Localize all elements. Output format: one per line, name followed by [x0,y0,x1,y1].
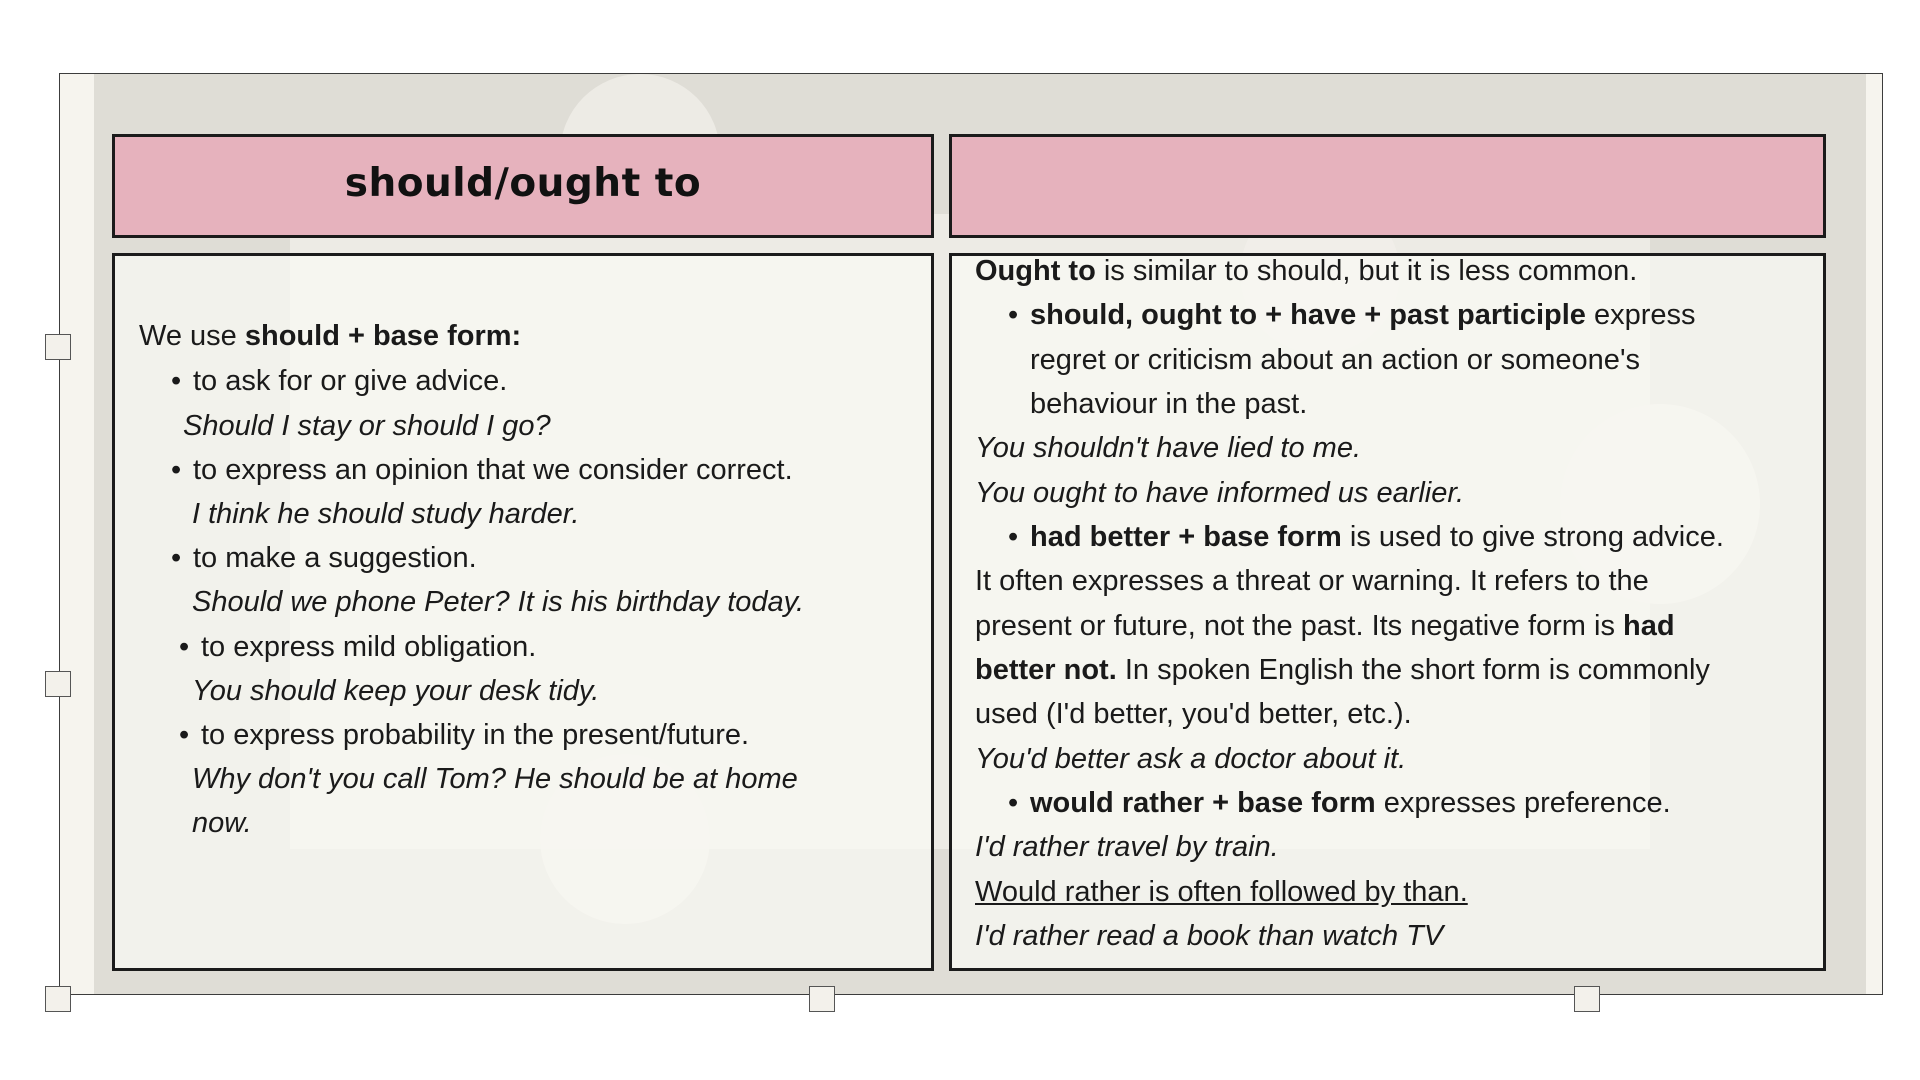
had-better-line [975,652,1710,688]
would-rather-bold: would rather + base form [1030,787,1376,819]
bullet-text: to ask for or give advice. [193,365,508,397]
intro-line [139,318,521,354]
resize-handle-bottom-middle[interactable] [809,986,835,1012]
had-better-line: used (I'd better, you'd better, etc.). [975,698,1412,730]
left-content-box[interactable] [112,253,934,971]
had-better-bold: better not. [975,654,1117,686]
example-text: I think he should study harder. [192,498,580,530]
bullet-item [193,363,507,399]
bullet-item [1030,297,1696,333]
ought-intro-line [975,253,1637,289]
bullet-text: to make a suggestion. [193,542,477,574]
had-better-line [975,608,1675,644]
example-text: You shouldn't have lied to me. [975,432,1362,464]
had-better-text: In spoken English the short form is commonly [1116,654,1710,686]
bullet-text: to express probability in the present/future. [201,719,750,751]
bullet-item [201,629,536,665]
intro-text: We use [139,320,245,352]
header-title: should/ought to [344,161,702,206]
example-text: now. [192,807,252,839]
resize-handle-bottom-left[interactable] [45,986,71,1012]
would-rather-rest: expresses preference. [1375,787,1671,819]
bullet-text: to express an opinion that we consider correct. [193,454,793,486]
perfect-line: behaviour in the past. [1030,388,1308,420]
example-text: You should keep your desk tidy. [192,675,600,707]
bullet-item [193,540,477,576]
bullet-item [193,452,793,488]
example-text: Should we phone Peter? It is his birthday today. [192,586,805,618]
example-text: You'd better ask a doctor about it. [975,743,1407,775]
perfect-bold: should, ought to + have + past participle [1030,299,1586,331]
ought-rest: is similar to should, but it is less common. [1095,255,1638,287]
resize-handle-left-top[interactable] [45,334,71,360]
resize-handle-left-middle[interactable] [45,671,71,697]
bullet-item [201,717,749,753]
right-header-box[interactable] [949,134,1826,238]
bullet-item [1030,519,1724,555]
bullet-item [1030,785,1671,821]
intro-bold: should + base form: [244,320,522,352]
example-text: Should I stay or should I go? [183,410,551,442]
perfect-rest: express [1585,299,1696,331]
had-better-line: It often expresses a threat or warning. It refers to the [975,565,1649,597]
note-underlined: Would rather is often followed by than. [975,876,1468,908]
had-better-rest: is used to give strong advice. [1341,521,1724,553]
example-text: I'd rather travel by train. [975,831,1279,863]
had-better-bold: had [1623,610,1675,642]
right-content-box[interactable] [949,253,1826,971]
left-header-box[interactable] [112,134,934,238]
had-better-text: present or future, not the past. Its negative form is [975,610,1623,642]
example-text: Why don't you call Tom? He should be at home [192,763,798,795]
had-better-bold: had better + base form [1030,521,1342,553]
bullet-text: to express mild obligation. [201,631,537,663]
ought-bold: Ought to [975,255,1096,287]
perfect-line: regret or criticism about an action or someone's [1030,344,1640,376]
example-text: I'd rather read a book than watch TV [975,920,1444,952]
example-text: You ought to have informed us earlier. [975,477,1465,509]
resize-handle-bottom-right[interactable] [1574,986,1600,1012]
